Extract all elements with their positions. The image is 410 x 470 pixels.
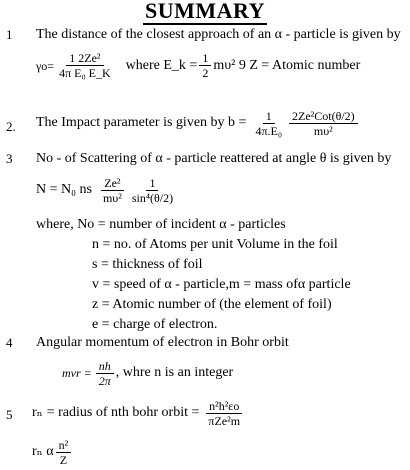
- fraction-numerator: 1 2Ze²: [66, 52, 103, 66]
- fraction-numerator: n²h²εo: [206, 400, 242, 414]
- fraction-numerator: 2Ze²Cot(θ/2): [289, 110, 358, 124]
- page-title: SUMMARY: [144, 0, 266, 23]
- fraction-numerator: 1: [263, 110, 275, 124]
- fraction: [205, 400, 243, 427]
- eq-rest: , whre n is an integer: [115, 365, 234, 380]
- where-line: v = speed of α - particle,m = mass ofα particle: [92, 277, 351, 292]
- item-text: The Impact parameter is given by b =: [36, 115, 247, 130]
- fraction-denominator: 4π E₀ E_K: [59, 66, 111, 80]
- item-number: 5: [6, 407, 13, 422]
- fraction-denominator: 2π: [98, 373, 111, 388]
- fraction: [56, 52, 114, 79]
- item-number: 4: [6, 335, 13, 350]
- equation-impact-parameter: [36, 106, 360, 140]
- eq-lhs: γo=: [36, 58, 55, 73]
- equation-closest-approach: [36, 52, 360, 79]
- item-number: 2.: [6, 119, 16, 134]
- where-line: e = charge of electron.: [92, 317, 218, 332]
- fraction-numerator: n²: [56, 439, 72, 453]
- item-text: = radius of nth bohr orbit =: [46, 405, 200, 420]
- item-number: 3: [6, 151, 13, 166]
- fraction-denominator: 4π.E₀: [255, 123, 283, 138]
- equation-bohr-radius: [32, 396, 245, 430]
- fraction-denominator: Z: [59, 452, 68, 467]
- fraction-numerator: 1: [199, 52, 211, 66]
- fraction: [252, 110, 285, 137]
- where-line: z = Atomic number of (the element of foil): [92, 297, 332, 312]
- fraction-denominator: πZe²m: [208, 413, 241, 428]
- item-number: 1: [6, 27, 13, 42]
- fraction-numerator: nh: [96, 360, 114, 374]
- item-text: Angular momentum of electron in Bohr orbit: [36, 335, 289, 350]
- fraction-denominator: mυ²: [313, 123, 333, 138]
- fraction-numerator: 1: [146, 177, 158, 191]
- equation-proportionality: [32, 436, 73, 468]
- equation-angular-momentum: [62, 356, 233, 390]
- eq-lhs: N = N₀ ns: [36, 182, 92, 197]
- fraction-denominator: sin⁴(θ/2): [131, 190, 174, 205]
- where-line: s = thickness of foil: [92, 257, 203, 272]
- where-text: where E_k =: [125, 57, 198, 73]
- fraction: [56, 439, 72, 466]
- where-rest: mυ² 9 Z = Atomic number: [213, 57, 361, 73]
- eq-lhs: rₙ α: [32, 444, 54, 459]
- where-line: where, No = number of incident α - particles: [36, 217, 286, 232]
- fraction-denominator: mυ²: [102, 190, 122, 205]
- eq-lhs: mvr =: [62, 366, 92, 380]
- fraction: [100, 177, 125, 204]
- item-text: The distance of the closest approach of an α - particle is given by: [36, 27, 401, 42]
- fraction: [129, 177, 176, 204]
- fraction: [289, 110, 358, 137]
- where-line: n = no. of Atoms per unit Volume in the foil: [92, 237, 338, 252]
- equation-scattering: [36, 172, 178, 208]
- fraction-denominator: 2: [202, 66, 209, 80]
- fraction: [96, 360, 114, 387]
- fraction: [199, 52, 211, 79]
- item-text: No - of Scattering of α - particle reattered at angle θ is given by: [36, 151, 392, 166]
- fraction-numerator: Ze²: [101, 177, 123, 191]
- eq-lhs: rₙ: [32, 405, 43, 420]
